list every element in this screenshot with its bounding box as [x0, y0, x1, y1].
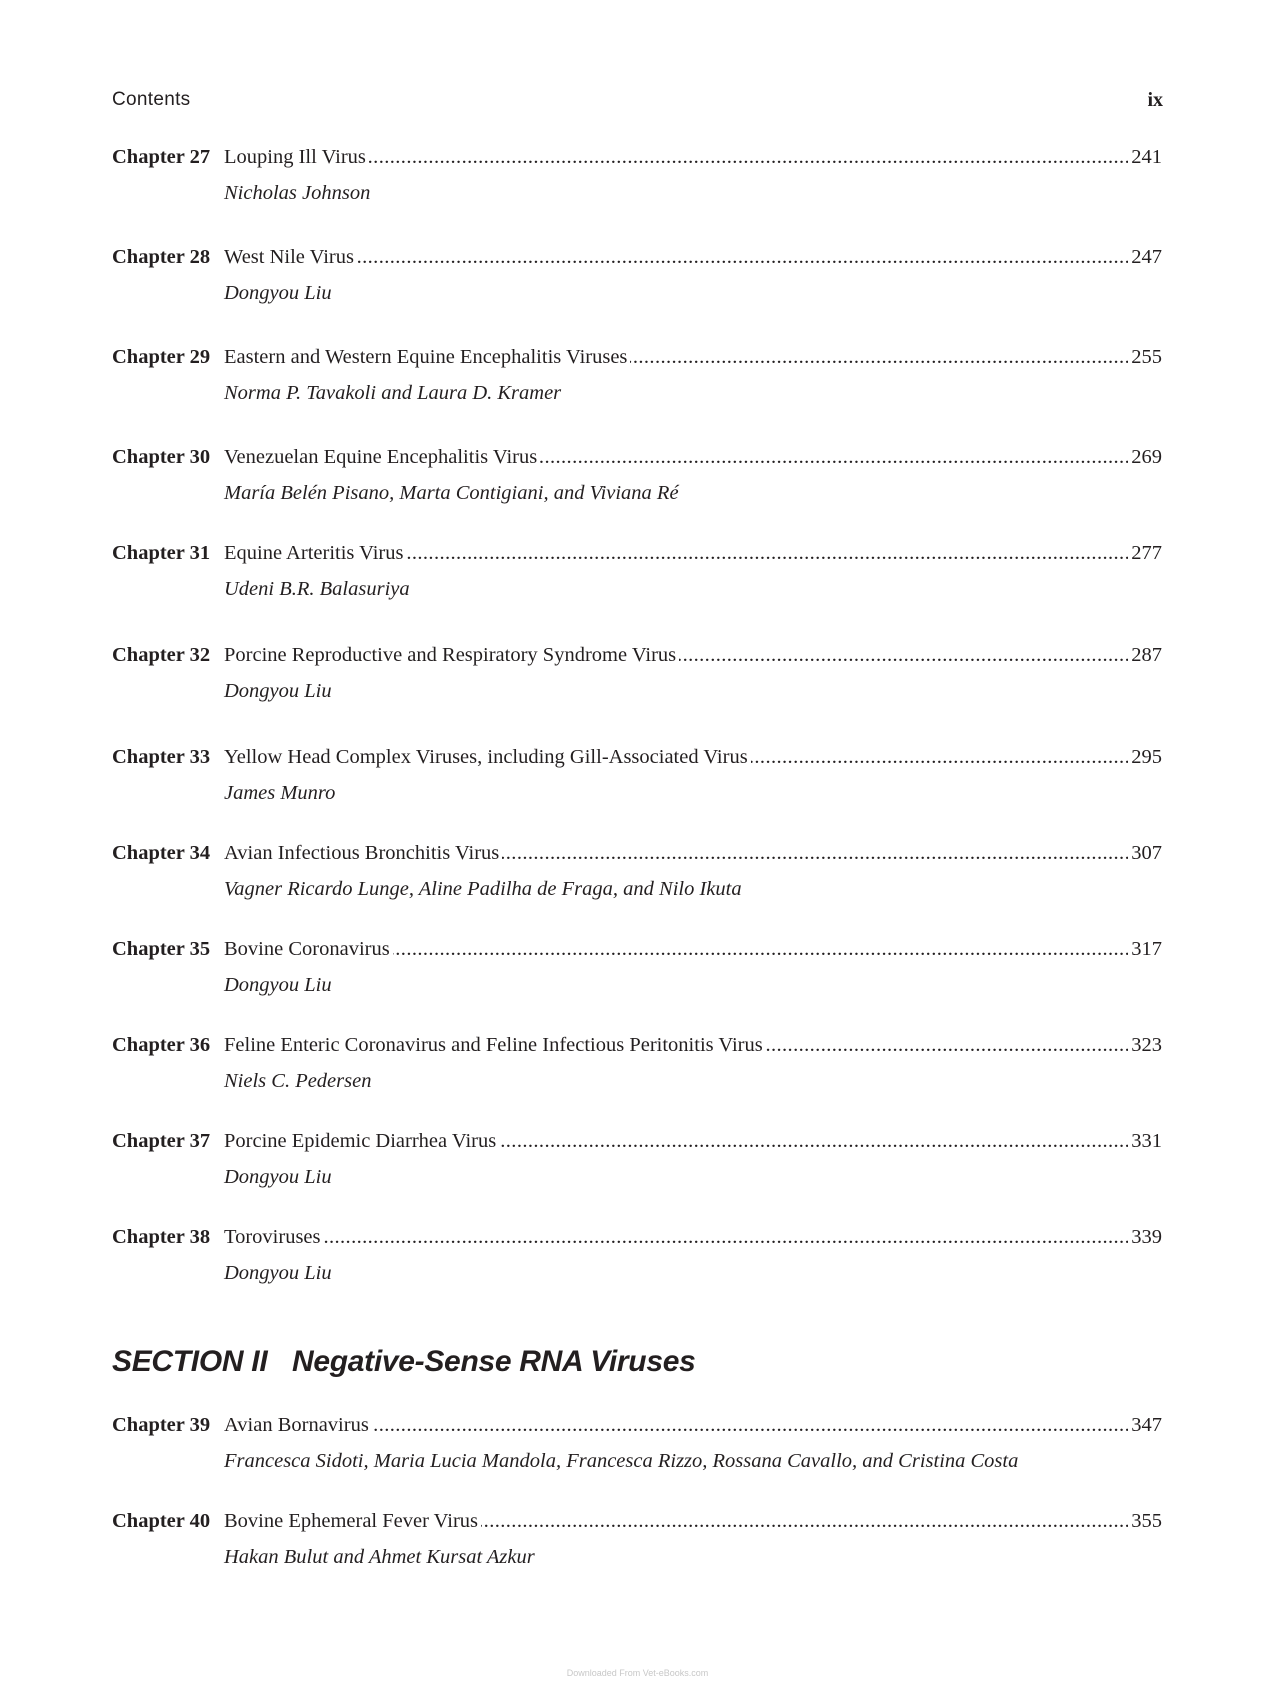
chapter-page-number[interactable]: 247: [1128, 244, 1162, 270]
chapter-title[interactable]: Porcine Reproductive and Respiratory Syndrome Virus: [224, 644, 679, 666]
toc-entry-line: [112, 540, 1162, 566]
chapter-title[interactable]: Bovine Coronavirus: [224, 938, 393, 960]
chapter-number: Chapter 30: [112, 446, 211, 468]
toc-entry[interactable]: [112, 1032, 1162, 1092]
chapter-title-row: [224, 936, 1162, 962]
chapter-page-number[interactable]: 323: [1128, 1032, 1162, 1058]
toc-entry-line: [112, 840, 1162, 866]
chapter-title[interactable]: Yellow Head Complex Viruses, including Gill-Associated Virus: [224, 746, 751, 768]
toc-entry[interactable]: [112, 936, 1162, 996]
chapter-page-number[interactable]: 355: [1128, 1508, 1162, 1534]
section-heading: [112, 1345, 695, 1379]
chapter-number: Chapter 40: [112, 1510, 211, 1532]
chapter-authors: Dongyou Liu: [224, 1262, 332, 1284]
toc-entry-line: [112, 1224, 1162, 1250]
toc-entry-line: [112, 1508, 1162, 1534]
toc-entry[interactable]: [112, 1224, 1162, 1284]
chapter-page-number[interactable]: 241: [1128, 144, 1162, 170]
chapter-authors: Hakan Bulut and Ahmet Kursat Azkur: [224, 1546, 535, 1568]
toc-entry-line: [112, 1032, 1162, 1058]
chapter-number: Chapter 29: [112, 346, 211, 368]
toc-entry[interactable]: [112, 540, 1162, 600]
chapter-authors: Udeni B.R. Balasuriya: [224, 578, 410, 600]
running-title: Contents: [112, 89, 191, 110]
chapter-page-number[interactable]: 255: [1128, 344, 1162, 370]
toc-entry[interactable]: [112, 642, 1162, 702]
chapter-title[interactable]: Equine Arteritis Virus: [224, 542, 406, 564]
chapter-authors: Dongyou Liu: [224, 680, 332, 702]
chapter-authors: María Belén Pisano, Marta Contigiani, and Viviana Ré: [224, 482, 679, 504]
chapter-authors: James Munro: [224, 782, 336, 804]
chapter-title-row: [224, 1128, 1162, 1154]
chapter-number: Chapter 36: [112, 1034, 211, 1056]
chapter-title[interactable]: Porcine Epidemic Diarrhea Virus: [224, 1130, 499, 1152]
chapter-title[interactable]: Louping Ill Virus: [224, 146, 369, 168]
chapter-title-row: [224, 540, 1162, 566]
toc-entry-line: [112, 642, 1162, 668]
dot-leader: [224, 1224, 1132, 1250]
chapter-authors: Dongyou Liu: [224, 1166, 332, 1188]
toc-entry-line: [112, 144, 1162, 170]
toc-entry-line: [112, 444, 1162, 470]
toc-entry-line: [112, 1128, 1162, 1154]
chapter-title[interactable]: West Nile Virus: [224, 246, 357, 268]
dot-leader: [224, 244, 1132, 270]
chapter-title-row: [224, 444, 1162, 470]
toc-entry-line: [112, 344, 1162, 370]
chapter-authors: Niels C. Pedersen: [224, 1070, 372, 1092]
chapter-number: Chapter 38: [112, 1226, 211, 1248]
section-title: Negative-Sense RNA Viruses: [292, 1345, 696, 1378]
toc-entry-line: [112, 936, 1162, 962]
chapter-title-row: [224, 744, 1162, 770]
toc-entry[interactable]: [112, 144, 1162, 204]
toc-entry[interactable]: [112, 840, 1162, 900]
chapter-number: Chapter 33: [112, 746, 211, 768]
chapter-page-number[interactable]: 287: [1128, 642, 1162, 668]
chapter-number: Chapter 37: [112, 1130, 211, 1152]
chapter-title-row: [224, 344, 1162, 370]
chapter-title[interactable]: Avian Infectious Bronchitis Virus: [224, 842, 502, 864]
chapter-authors: Vagner Ricardo Lunge, Aline Padilha de Fraga, and Nilo Ikuta: [224, 878, 742, 900]
running-header: [112, 89, 1163, 113]
chapter-authors: Francesca Sidoti, Maria Lucia Mandola, Francesca Rizzo, Rossana Cavallo, and Cristina Costa: [224, 1450, 1019, 1472]
toc-entry-line: [112, 1412, 1162, 1438]
toc-entry[interactable]: [112, 1128, 1162, 1188]
chapter-title[interactable]: Eastern and Western Equine Encephalitis Viruses: [224, 346, 630, 368]
chapter-page-number[interactable]: 277: [1128, 540, 1162, 566]
chapter-title[interactable]: Feline Enteric Coronavirus and Feline Infectious Peritonitis Virus: [224, 1034, 766, 1056]
toc-entry[interactable]: [112, 1508, 1162, 1568]
toc-entry[interactable]: [112, 344, 1162, 404]
toc-entry-line: [112, 744, 1162, 770]
toc-entry[interactable]: [112, 1412, 1162, 1472]
page-number: ix: [1147, 89, 1163, 111]
chapter-number: Chapter 34: [112, 842, 211, 864]
chapter-number: Chapter 27: [112, 146, 211, 168]
chapter-authors: Dongyou Liu: [224, 974, 332, 996]
chapter-title[interactable]: Toroviruses: [224, 1226, 324, 1248]
chapter-page-number[interactable]: 347: [1128, 1412, 1162, 1438]
chapter-number: Chapter 28: [112, 246, 211, 268]
chapter-title-row: [224, 1224, 1162, 1250]
chapter-title-row: [224, 642, 1162, 668]
chapter-title[interactable]: Bovine Ephemeral Fever Virus: [224, 1510, 481, 1532]
chapter-title-row: [224, 1412, 1162, 1438]
chapter-title[interactable]: Avian Bornavirus: [224, 1414, 372, 1436]
chapter-authors: Nicholas Johnson: [224, 182, 371, 204]
chapter-page-number[interactable]: 317: [1128, 936, 1162, 962]
chapter-number: Chapter 31: [112, 542, 211, 564]
chapter-page-number[interactable]: 295: [1128, 744, 1162, 770]
toc-entry[interactable]: [112, 444, 1162, 504]
footer-watermark: Downloaded From Vet-eBooks.com: [566, 1668, 709, 1678]
section-label: SECTION II: [112, 1345, 268, 1378]
chapter-page-number[interactable]: 307: [1128, 840, 1162, 866]
chapter-page-number[interactable]: 269: [1128, 444, 1162, 470]
chapter-title-row: [224, 1032, 1162, 1058]
chapter-title[interactable]: Venezuelan Equine Encephalitis Virus: [224, 446, 540, 468]
chapter-number: Chapter 32: [112, 644, 211, 666]
chapter-number: Chapter 39: [112, 1414, 211, 1436]
chapter-title-row: [224, 244, 1162, 270]
toc-entry-line: [112, 244, 1162, 270]
chapter-number: Chapter 35: [112, 938, 211, 960]
toc-entry[interactable]: [112, 744, 1162, 804]
toc-entry[interactable]: [112, 244, 1162, 304]
chapter-authors: Norma P. Tavakoli and Laura D. Kramer: [224, 382, 562, 404]
chapter-page-number[interactable]: 331: [1128, 1128, 1162, 1154]
chapter-authors: Dongyou Liu: [224, 282, 332, 304]
chapter-title-row: [224, 1508, 1162, 1534]
chapter-page-number[interactable]: 339: [1128, 1224, 1162, 1250]
chapter-title-row: [224, 840, 1162, 866]
chapter-title-row: [224, 144, 1162, 170]
